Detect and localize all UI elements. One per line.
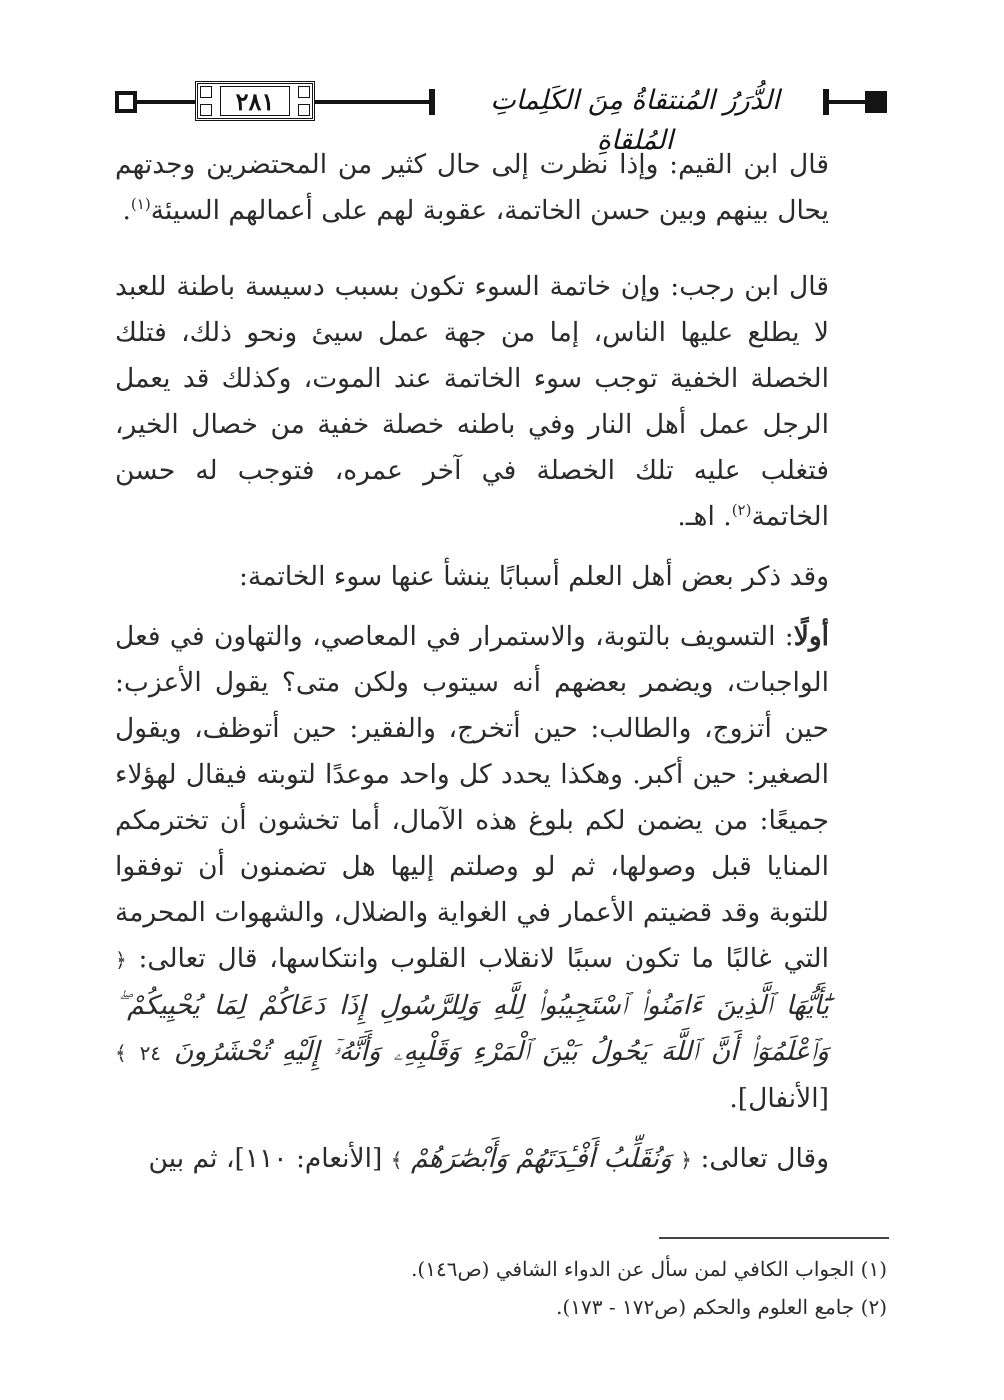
quran-bracket-open: ﴿ bbox=[115, 948, 127, 972]
main-text bbox=[115, 142, 887, 1183]
running-header bbox=[115, 78, 887, 156]
header-left-square bbox=[115, 91, 137, 113]
paragraph-anam: وقال تعالى: ﴿ وَنُقَلِّبُ أَفْـِٔدَتَهُمْ وَأَبْصَٰرَهُمْ ﴾ [الأنعام: ١١٠]، ثم بين bbox=[148, 1143, 829, 1174]
paragraph-causes-intro: وقد ذكر بعض أهل العلم أسبابًا ينشأ عنها سوء الخاتمة: bbox=[239, 561, 829, 592]
page-number: ٢٨١ bbox=[220, 86, 290, 116]
header-bar bbox=[429, 89, 435, 115]
page-number-frame bbox=[195, 81, 315, 121]
paragraph-ibn-qayyim: قال ابن القيم: وإذا نظرت إلى حال كثير من المحتضرين وجدتهم يحال بينهم وبين حسن الخاتمة، عقوبة لهم على أعمالهم السيئة$^{(١)}$. bbox=[115, 149, 829, 226]
footnote-1: (١) الجواب الكافي لمن سأل عن الدواء الشافي (ص١٤٦). bbox=[411, 1257, 887, 1281]
header-rule-left bbox=[137, 100, 195, 104]
footnote-separator bbox=[659, 1237, 889, 1239]
quran-verse-anfal: يَٰٓأَيُّهَا ٱلَّذِينَ ءَامَنُوا۟ ٱسْتَجِيبُوا۟ لِلَّهِ وَلِلرَّسُولِ إِذَا دَعَاكُمْ لِمَا يُحْيِيكُمْ ۖ وَٱعْلَمُوٓا۟ أَنَّ ٱللَّهَ يَحُولُ بَيْنَ ٱلْمَرْءِ وَقَلْبِهِۦ وَأَنَّهُۥٓ إِلَيْهِ تُحْشَرُونَ bbox=[115, 990, 829, 1067]
footnote-ref-2: (٢) bbox=[731, 501, 752, 520]
footnote-ref-1: (١) bbox=[130, 195, 151, 214]
ayah-number: ٢٤ bbox=[139, 1041, 162, 1065]
header-rule-right bbox=[829, 100, 865, 104]
first-cause-lead: أولًا bbox=[793, 621, 829, 652]
footnotes bbox=[115, 1250, 887, 1326]
header-rule-middle bbox=[315, 100, 431, 104]
paragraph-ibn-rajab: قال ابن رجب: وإن خاتمة السوء تكون بسبب دسيسة باطنة للعبد لا يطلع عليها الناس، إما من جهة عمل سيئ ونحو ذلك، فتلك الخصلة الخفية توجب سوء الخاتمة عند الموت، وكذلك قد يعمل الرجل عمل أهل النار وفي باطنه خصلة خفية من خصال الخير، فتغلب عليه تلك الخصلة في آخر عمره، فتوجب له حسن الخاتمة$^{(٢)}$. اهـ. bbox=[115, 271, 829, 532]
quran-bracket-close: ﴾ bbox=[115, 1041, 127, 1065]
paragraph-first-cause: أولًا: التسويف بالتوبة، والاستمرار في المعاصي، والتهاون في فعل الواجبات، ويضمر بعضهم أنه سيتوب ولكن متى؟ يقول الأعزب: حين أتزوج، والطالب: حين أتخرج، والفقير: حين أتوظف، ويقول الصغير: حين أكبر. وهكذا يحدد كل واحد موعدًا لتوبته فيقال لهؤلاء جميعًا: من يضمن لكم بلوغ هذه الآمال، أما تخشون أن تخترمكم المنايا قبل وصولها، ثم لو وصلتم إليها هل تضمنون أن توفقوا للتوبة وقد قضيتم الأعمار في الغواية والضلال، والشهوات المحرمة التي غالبًا ما تكون سببًا لانقلاب القلوب وانتكاسها، قال تعالى: ﴿ يَٰٓأَيُّهَا ٱلَّذِينَ ءَامَنُوا۟ ٱسْتَجِيبُوا۟ لِلَّهِ وَلِلرَّسُولِ إِذَا دَعَاكُمْ لِمَا يُحْيِيكُمْ ۖ وَٱعْلَمُوٓا۟ أَنَّ ٱللَّهَ يَحُولُ بَيْنَ ٱلْمَرْءِ وَقَلْبِهِۦ وَأَنَّهُۥٓ إِلَيْهِ تُحْشَرُونَ ٢٤ ﴾ [الأنفال]. bbox=[115, 621, 829, 1114]
book-title: الدُّرَرُ المُنتقاةُ مِنَ الكَلِماتِ المُلقاةِ bbox=[455, 81, 815, 121]
quran-verse-anam: وَنُقَلِّبُ أَفْـِٔدَتَهُمْ وَأَبْصَٰرَهُمْ bbox=[410, 1143, 672, 1174]
surah-reference: [الأنفال]. bbox=[729, 1083, 829, 1114]
surah-reference-anam: [الأنعام: ١١٠]، ثم بين bbox=[148, 1143, 383, 1174]
footnote-2: (٢) جامع العلوم والحكم (ص١٧٢ - ١٧٣). bbox=[556, 1295, 887, 1319]
header-right-square bbox=[865, 91, 887, 113]
